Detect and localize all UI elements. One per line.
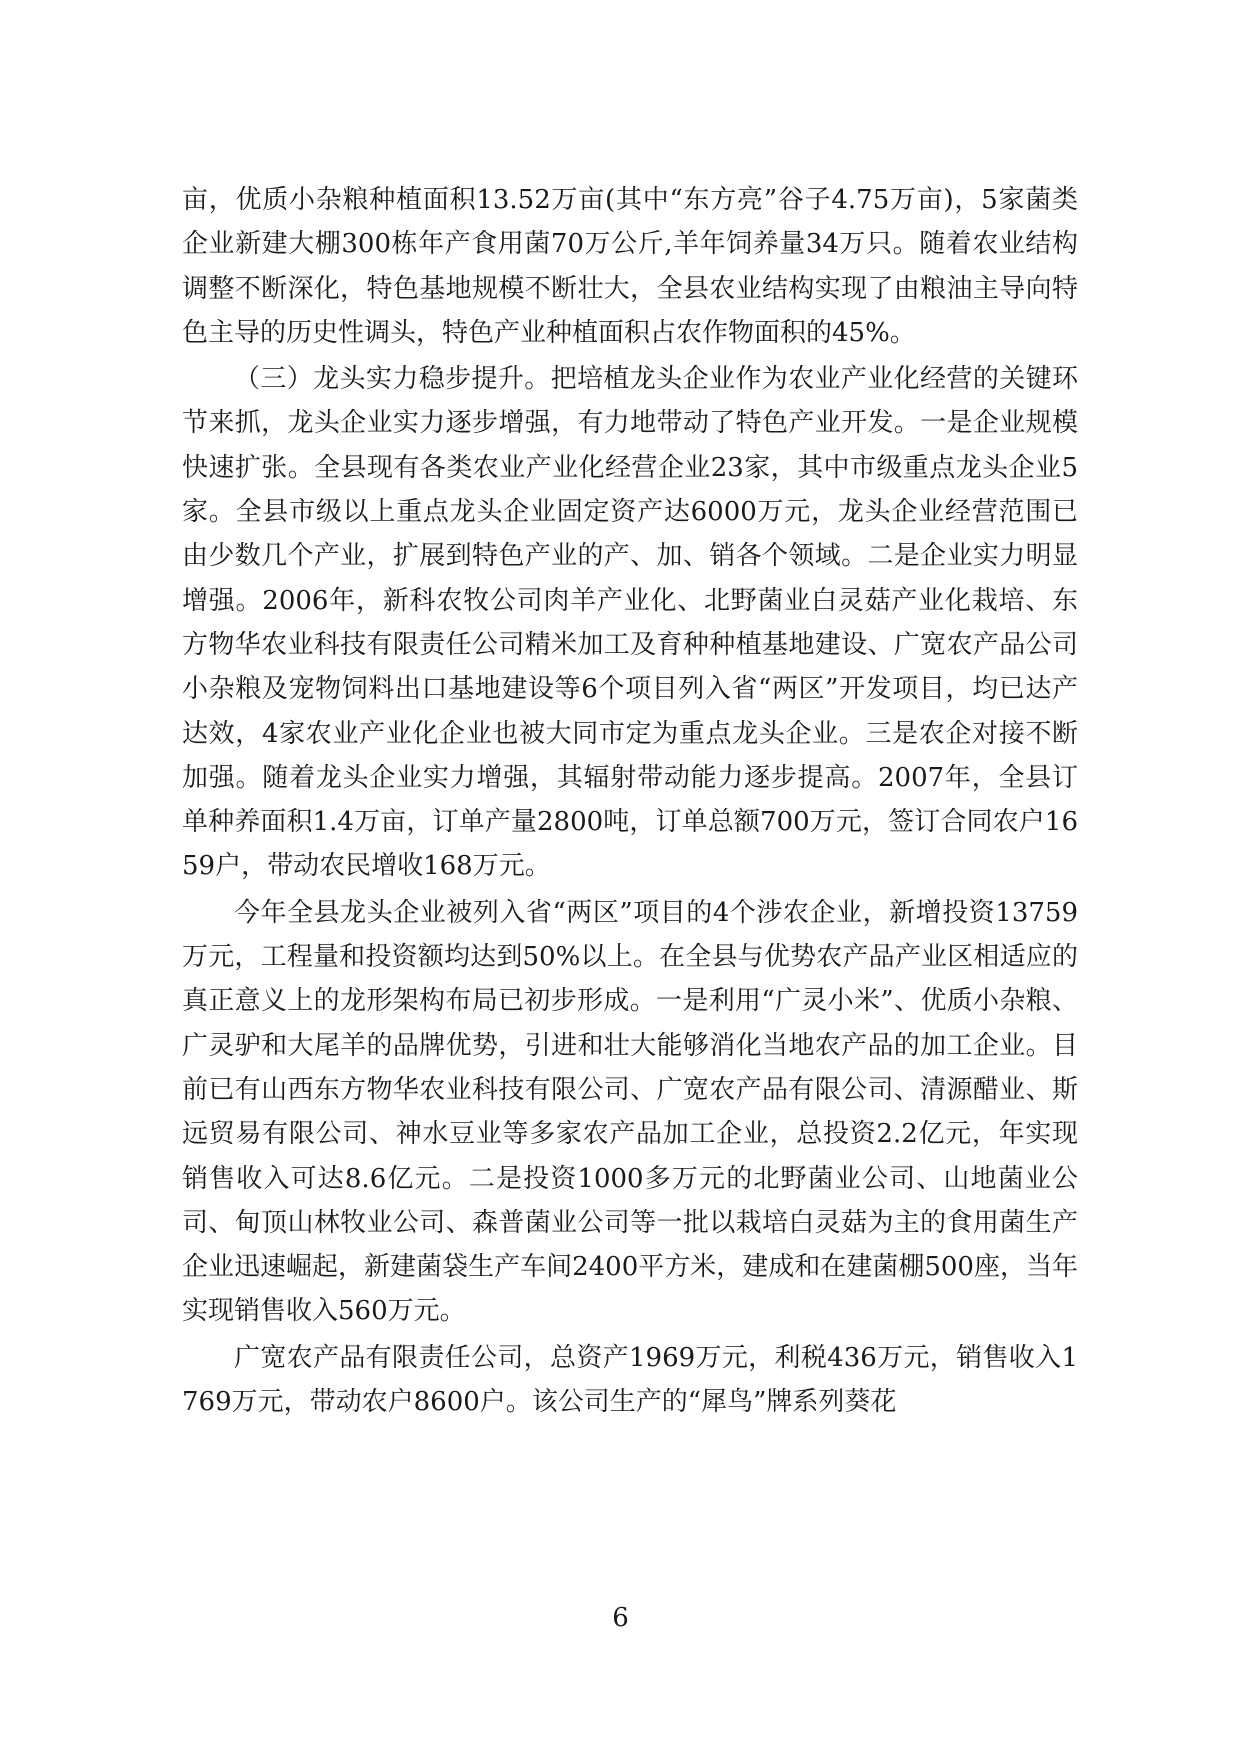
paragraph-2-text: 把培植龙头企业作为农业产业化经营的关键环节来抓，龙头企业实力逐步增强，有力地带动了特色产业开发。一是企业规模快速扩张。全县现有各类农业产业化经营企业23家，其中市级重点龙头企业5家。全县市级以上重点龙头企业固定资产达6000万元，龙头企业经营范围已由少数几个产业，扩展到特色产业的产、加、销各个领域。二是企业实力明显增强。2006年，新科农牧公司肉羊产业化、北野菌业白灵菇产业化栽培、东方物华农业科技有限责任公司精米加工及育种种植基地建设、广宽农产品公司小杂粮及宠物饲料出口基地建设等6个项目列入省“两区”开发项目，均已达产达效，4家农业产业化企业也被大同市定为重点龙头企业。三是农企对接不断加强。随着龙头企业实力增强，其辐射带动能力逐步提高。2007年，全县订单种养面积1.4万亩，订单产量2800吨，订单总额700万元，签订合同农户1659户，带动农民增收168万元。 — [182, 364, 1078, 882]
paragraph-4: 广宽农产品有限责任公司，总资产1969万元，利税436万元，销售收入1769万元，带动农户8600户。该公司生产的“犀鸟”牌系列葵花 — [182, 1342, 1078, 1418]
paragraph-1: 亩，优质小杂粮种植面积13.52万亩(其中“东方亮”谷子4.75万亩)，5家菌类企业新建大棚300栋年产食用菌70万公斤,羊年饲养量34万只。随着农业结构调整不断深化，特色基地规模不断壮大，全县农业结构实现了由粮油主导向特色主导的历史性调头，特色产业种植面积占农作物面积的45%。 — [182, 185, 1078, 348]
paragraph-3: 今年全县龙头企业被列入省“两区”项目的4个涉农企业，新增投资13759万元，工程量和投资额均达到50%以上。在全县与优势农产品产业区相适应的真正意义上的龙形架构布局已初步形成。一是利用“广灵小米”、优质小杂粮、广灵驴和大尾羊的品牌优势，引进和壮大能够消化当地农产品的加工企业。目前已有山西东方物华农业科技有限公司、广宽农产品有限公司、清源醋业、斯远贸易有限公司、神水豆业等多家农产品加工企业，总投资2.2亿元，年实现销售收入可达8.6亿元。二是投资1000多万元的北野菌业公司、山地菌业公司、甸顶山林牧业公司、森普菌业公司等一批以栽培白灵菇为主的食用菌生产企业迅速崛起，新建菌袋生产车间2400平方米，建成和在建菌棚500座，当年实现销售收入560万元。 — [182, 897, 1078, 1327]
paragraph-2 — [182, 357, 1078, 889]
section-heading-inline: （三）龙头实力稳步提升。 — [234, 364, 551, 395]
page-number: 6 — [612, 1603, 629, 1633]
document-body — [182, 178, 1078, 1424]
